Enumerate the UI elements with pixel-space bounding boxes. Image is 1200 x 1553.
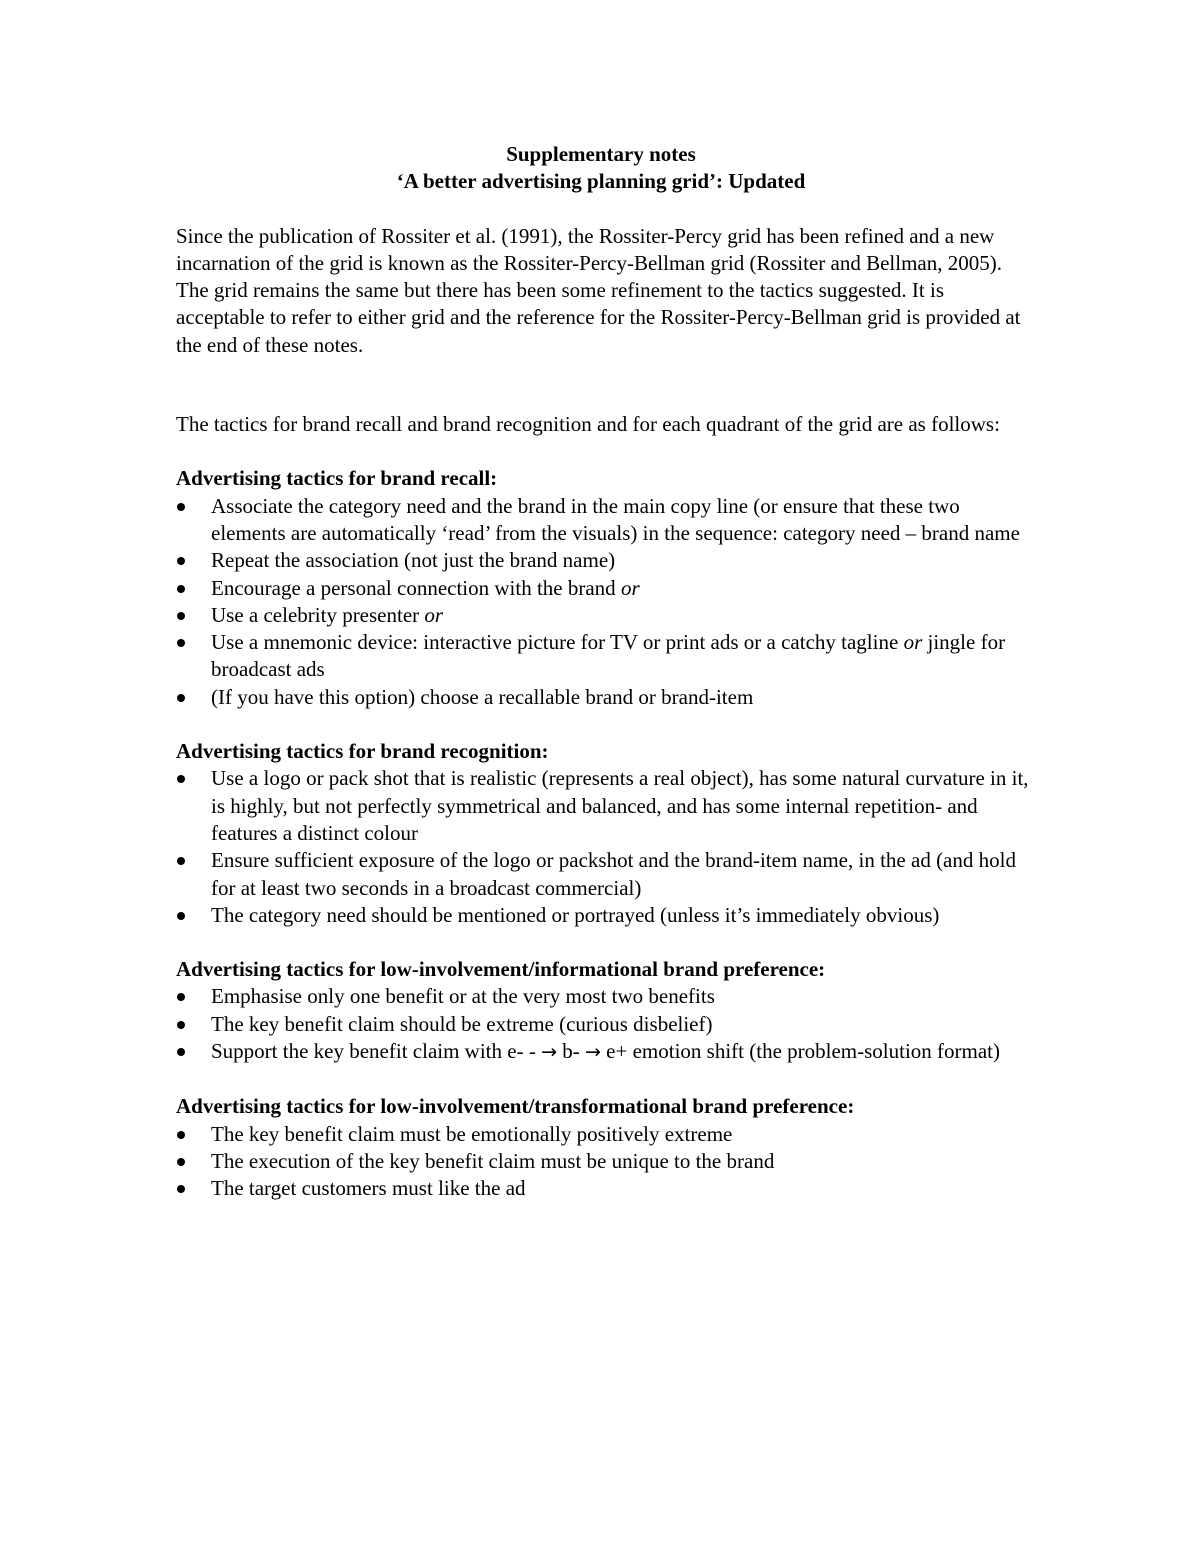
arrow-right-icon: → bbox=[585, 1041, 601, 1064]
section-heading: Advertising tactics for low-involvement/informational brand preference: bbox=[176, 957, 826, 982]
list-item bbox=[176, 629, 1032, 684]
list-item-text: Ensure sufficient exposure of the logo or packshot and the brand-item name, in the ad (and hold for at least two seconds in a broadcast commercial) bbox=[211, 848, 1016, 900]
bullet-icon bbox=[177, 1131, 185, 1139]
section-heading: Advertising tactics for brand recall: bbox=[176, 466, 498, 491]
list-item-text: Associate the category need and the brand in the main copy line (or ensure that these two elements are automatically ‘read’ from the visuals) in the sequence: category need – brand name bbox=[211, 493, 1020, 545]
list-item-text: b- bbox=[557, 1039, 585, 1064]
list-item-text: Use a celebrity presenter bbox=[211, 602, 425, 627]
list-item bbox=[176, 847, 1032, 902]
list-item-text: e+ emotion shift (the problem-solution format) bbox=[600, 1039, 1001, 1064]
list-item bbox=[176, 602, 1032, 629]
lead-in-paragraph: The tactics for brand recall and brand recognition and for each quadrant of the grid are as follows: bbox=[176, 412, 1000, 437]
section-heading: Advertising tactics for low-involvement/transformational brand preference: bbox=[176, 1094, 855, 1119]
section-heading: Advertising tactics for brand recognition: bbox=[176, 739, 549, 764]
intro-paragraph: Since the publication of Rossiter et al. (1991), the Rossiter-Percy grid has been refined and a new incarnation of the grid is known as the Rossiter-Percy-Bellman grid (Rossiter and Bellman, 2005). The grid remains the same but there has been some refinement to the tactics suggested. It is acceptable to refer to either grid and the reference for the Rossiter-Percy-Bellman grid is provided at the end of these notes. bbox=[176, 223, 1021, 357]
title-block bbox=[176, 141, 1026, 196]
document-body bbox=[176, 141, 1032, 1203]
bullet-icon bbox=[177, 557, 185, 565]
list-item-text: The execution of the key benefit claim must be unique to the brand bbox=[211, 1148, 775, 1173]
or-emphasis: or bbox=[424, 602, 444, 627]
bullet-icon bbox=[177, 1158, 185, 1166]
list-item bbox=[176, 765, 1032, 847]
list-item-text: The key benefit claim should be extreme (curious disbelief) bbox=[211, 1011, 713, 1036]
document-title: Supplementary notes bbox=[506, 142, 696, 166]
list-item-text: Use a mnemonic device: interactive picture for TV or print ads or a catchy tagline bbox=[211, 630, 904, 655]
bullet-icon bbox=[177, 612, 185, 620]
bullet-icon bbox=[177, 694, 185, 702]
bullet-icon bbox=[177, 993, 185, 1001]
list-item-text: Encourage a personal connection with the brand bbox=[211, 575, 621, 600]
bullet-icon bbox=[177, 639, 185, 647]
section-brand-recognition bbox=[176, 738, 1032, 929]
list-item bbox=[176, 547, 1032, 574]
tactics-list bbox=[176, 1121, 1032, 1203]
list-item bbox=[176, 493, 1032, 548]
list-item bbox=[176, 1175, 1032, 1202]
or-emphasis: or bbox=[620, 575, 640, 600]
list-item-text: Support the key benefit claim with e- - bbox=[211, 1039, 542, 1064]
tactics-list bbox=[176, 983, 1032, 1066]
bullet-icon bbox=[177, 1048, 185, 1056]
bullet-icon bbox=[177, 1185, 185, 1193]
bullet-icon bbox=[177, 585, 185, 593]
bullet-icon bbox=[177, 1021, 185, 1029]
bullet-icon bbox=[177, 503, 185, 511]
tactics-list bbox=[176, 765, 1032, 929]
list-item-text: The key benefit claim must be emotionally positively extreme bbox=[211, 1121, 733, 1146]
list-item bbox=[176, 902, 1032, 929]
list-item bbox=[176, 1121, 1032, 1148]
list-item-text: Use a logo or pack shot that is realistic (represents a real object), has some natural curvature in it, is highly, but not perfectly symmetrical and balanced, and has some internal repetition- and features a distinct colour bbox=[211, 766, 1029, 845]
or-emphasis: or bbox=[903, 630, 923, 655]
list-item-text: (If you have this option) choose a recallable brand or brand-item bbox=[211, 684, 754, 709]
list-item-text: Emphasise only one benefit or at the very most two benefits bbox=[211, 984, 715, 1009]
section-brand-recall bbox=[176, 465, 1032, 711]
list-item-text: jingle for broadcast ads bbox=[211, 630, 1006, 682]
list-item-text: The category need should be mentioned or portrayed (unless it’s immediately obvious) bbox=[211, 902, 940, 927]
tactics-list bbox=[176, 493, 1032, 711]
list-item-text: The target customers must like the ad bbox=[211, 1176, 526, 1201]
list-item bbox=[176, 1038, 1032, 1066]
section-low-involvement-transformational bbox=[176, 1093, 1032, 1202]
document-subtitle: ‘A better advertising planning grid’: Updated bbox=[396, 169, 806, 194]
arrow-right-icon: → bbox=[541, 1041, 557, 1064]
list-item bbox=[176, 575, 1032, 602]
list-item bbox=[176, 684, 1032, 711]
bullet-icon bbox=[177, 912, 185, 920]
list-item bbox=[176, 1011, 1032, 1038]
bullet-icon bbox=[177, 857, 185, 865]
bullet-icon bbox=[177, 775, 185, 783]
list-item bbox=[176, 1148, 1032, 1175]
section-low-involvement-informational bbox=[176, 956, 1032, 1066]
list-item bbox=[176, 983, 1032, 1010]
list-item-text: Repeat the association (not just the brand name) bbox=[211, 548, 616, 573]
